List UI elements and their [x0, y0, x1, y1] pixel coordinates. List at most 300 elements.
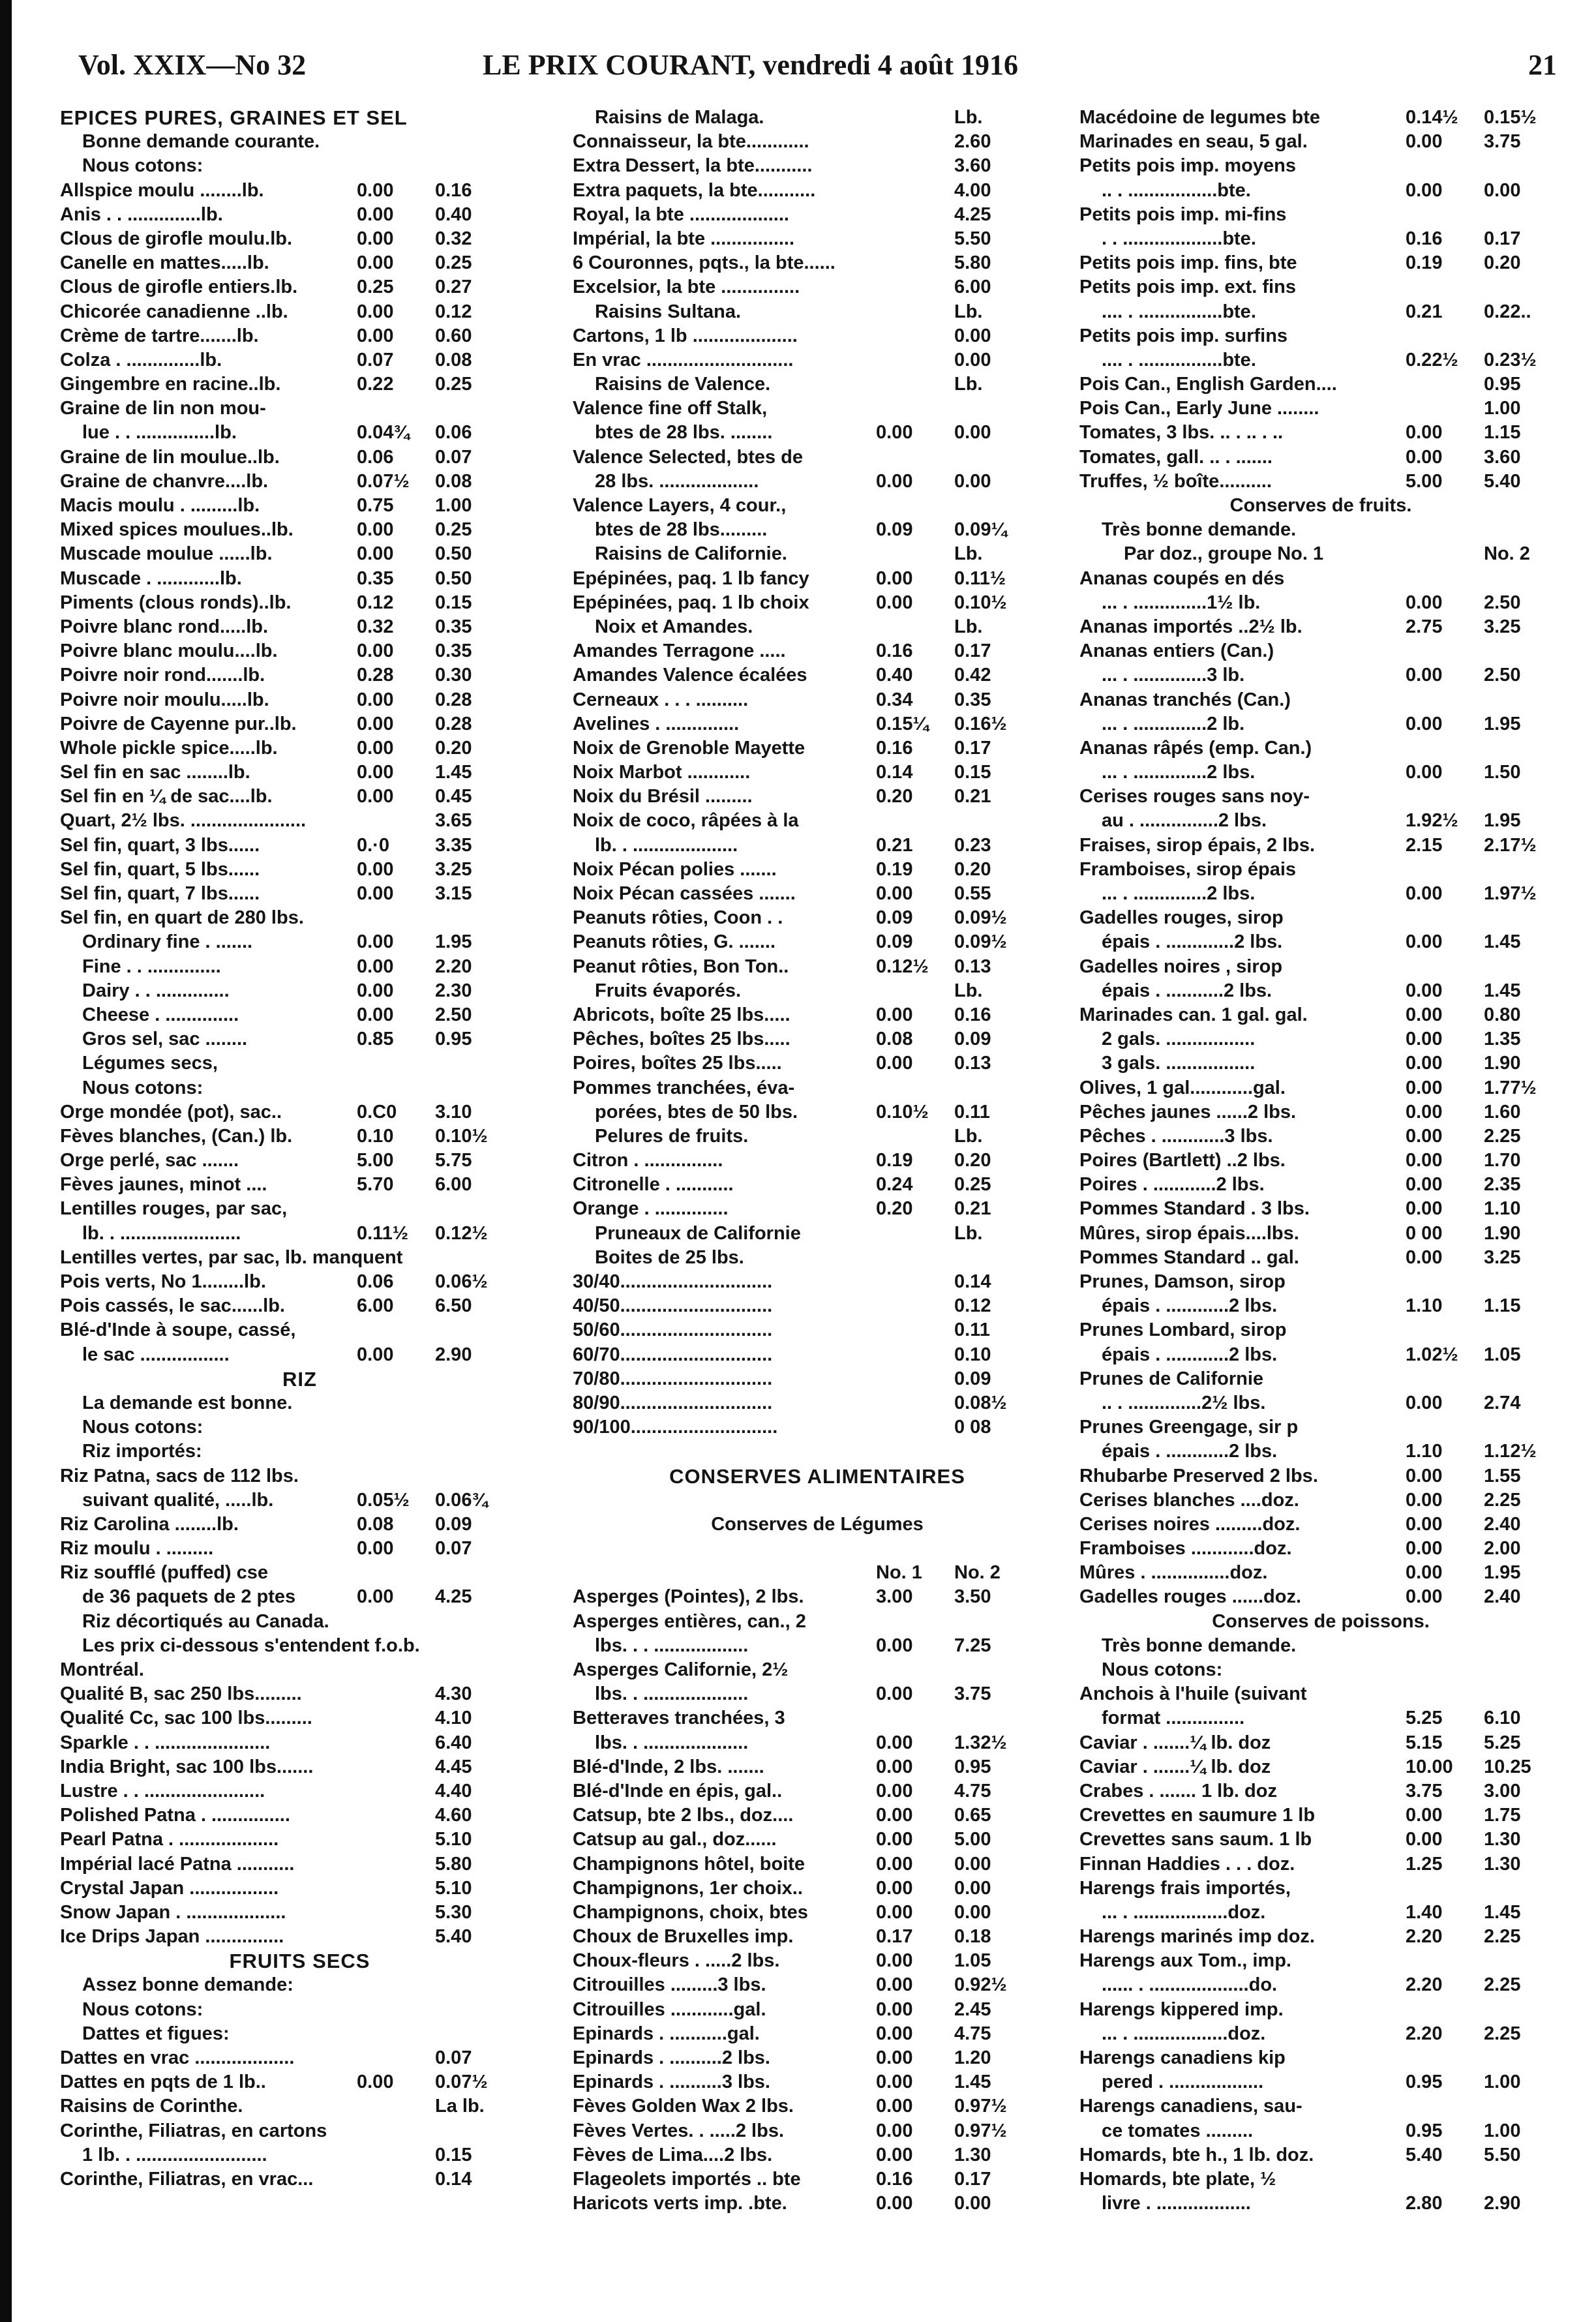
item-label: Sel fin, en quart de 280 lbs.: [60, 907, 304, 929]
item-label: Prunes Greengage, sir p: [1079, 1417, 1299, 1438]
price-line: [573, 1246, 1062, 1270]
item-label: 2 gals. .................: [1102, 1029, 1256, 1050]
price-low: 0.12: [357, 592, 394, 613]
price-high: 0.09¼: [954, 519, 1007, 541]
price-line: [1079, 348, 1562, 372]
price-line: [60, 2046, 539, 2070]
item-label: Pommes Standard . 3 lbs.: [1079, 1198, 1310, 1220]
item-label: Fèves Vertes. . .....2 lbs.: [573, 2120, 785, 2141]
price-line: [1079, 761, 1562, 785]
price-column-2: [573, 106, 1062, 2310]
item-label: Avelines . ..............: [573, 713, 740, 734]
price-line: [1079, 1246, 1562, 1270]
price-line: [60, 1100, 539, 1124]
item-label: Citrouilles ............gal.: [573, 1998, 766, 2020]
price-high: 3.00: [1484, 1780, 1521, 1802]
price-line: [1079, 1658, 1562, 1682]
item-label: .... . ................bte.: [1102, 301, 1256, 322]
price-high: 1.70: [1484, 1150, 1521, 1171]
item-label: Lustre . . .......................: [60, 1780, 265, 1802]
item-label: Marinades en seau, 5 gal.: [1079, 131, 1308, 153]
item-label: Les prix ci-dessous s'entendent f.o.b.: [82, 1635, 420, 1656]
item-label: Pois cassés, le sac......lb.: [60, 1295, 285, 1317]
price-line: [1079, 1124, 1562, 1149]
page-header: [78, 44, 1557, 86]
price-line: [60, 785, 539, 809]
price-high: 5.10: [435, 1829, 472, 1850]
price-line: [573, 736, 1062, 761]
price-low: 0.17: [876, 1926, 913, 1948]
item-label: 3 gals. .................: [1102, 1053, 1256, 1074]
item-label: Valence fine off Stalk,: [573, 398, 768, 419]
price-high: 0.15½: [1484, 107, 1537, 128]
price-low: 0.16: [876, 641, 913, 662]
item-label: ...... . ...................do.: [1102, 1974, 1278, 1996]
price-line: [573, 1561, 1062, 1585]
item-label: Chicorée canadienne ..lb.: [60, 301, 288, 322]
item-label: Rhubarbe Preserved 2 lbs.: [1079, 1465, 1318, 1486]
item-label: Finnan Haddies . . . doz.: [1079, 1853, 1295, 1875]
price-high: 0.32: [435, 228, 472, 249]
price-line: [1079, 1973, 1562, 1997]
price-line: [60, 688, 539, 712]
price-line: [60, 930, 539, 954]
item-label: Riz moulu . .........: [60, 1538, 214, 1560]
price-line: [60, 1610, 539, 1634]
price-line: [1079, 1343, 1562, 1367]
section-heading: [60, 1367, 539, 1391]
price-high: 0.21: [954, 1198, 991, 1220]
subsection-heading: [60, 1440, 539, 1464]
item-label: Crevettes sans saum. 1 lb: [1079, 1829, 1312, 1850]
price-high: Lb.: [954, 374, 983, 395]
item-label: Pommes Standard .. gal.: [1079, 1246, 1299, 1268]
item-label: Framboises, sirop épais: [1079, 858, 1297, 880]
item-label: Crème de tartre.......lb.: [60, 325, 259, 346]
item-label: Excelsior, la bte ...............: [573, 277, 800, 298]
subsection-heading: [573, 979, 1062, 1003]
price-line: [1079, 1488, 1562, 1513]
item-label: 1 lb. . .........................: [82, 2144, 267, 2165]
price-line: [60, 1561, 539, 1585]
price-line: [573, 324, 1062, 348]
price-high: 2.25: [1484, 2023, 1521, 2044]
item-label: épais . ...........2 lbs.: [1102, 980, 1272, 1001]
subsection-heading: [60, 2094, 539, 2118]
price-high: 2.25: [1484, 1125, 1521, 1147]
item-label: Sel fin en ¼ de sac....lb.: [60, 786, 273, 807]
price-line: [60, 809, 539, 833]
price-low: 0.00: [876, 1974, 913, 1996]
price-line: [1079, 470, 1562, 494]
item-label: de 36 paquets de 2 ptes: [82, 1586, 296, 1608]
item-label: Blé-d'Inde à soupe, cassé,: [60, 1319, 296, 1341]
price-line: [1079, 1149, 1562, 1173]
price-line: [573, 1197, 1062, 1221]
price-low: 0.20: [876, 786, 913, 807]
item-label: RIZ: [282, 1367, 317, 1391]
price-line: [60, 1197, 539, 1221]
price-high: 2.45: [954, 1998, 991, 2020]
price-line: [1079, 858, 1562, 882]
item-label: Cerises blanches ....doz.: [1079, 1489, 1299, 1511]
price-line: [60, 736, 539, 761]
price-line: [573, 1682, 1062, 1706]
price-low: 0.09: [876, 931, 913, 953]
price-low: 0.00: [1406, 1150, 1443, 1171]
price-low: 0.00: [1406, 131, 1443, 153]
price-line: [573, 1270, 1062, 1294]
price-line: [60, 882, 539, 906]
price-low: 0.00: [357, 252, 394, 274]
price-high: 1.95: [1484, 1562, 1521, 1584]
price-line: [60, 1634, 539, 1658]
price-high: Lb.: [954, 301, 983, 322]
price-high: 2.90: [435, 1344, 472, 1365]
price-low: 3.00: [876, 1586, 913, 1608]
subsection-heading: [573, 1124, 1062, 1149]
price-line: [1079, 1027, 1562, 1051]
price-high: 1.05: [1484, 1344, 1521, 1365]
price-low: 1.25: [1406, 1853, 1443, 1875]
item-label: Pois verts, No 1........lb.: [60, 1271, 266, 1292]
item-label: Extra paquets, la bte...........: [573, 179, 816, 201]
price-line: [1079, 445, 1562, 470]
price-high: 2.20: [435, 956, 472, 977]
item-label: Prunes de Californie: [1079, 1368, 1264, 1389]
price-low: 0.00: [876, 1805, 913, 1826]
item-label: Muscade moulue ......lb.: [60, 543, 273, 565]
item-label: ... . ..............1½ lb.: [1102, 592, 1261, 613]
item-label: La demande est bonne.: [82, 1392, 293, 1413]
item-label: Gadelles rouges ......doz.: [1079, 1586, 1302, 1608]
item-label: Champignons, choix, btes: [573, 1901, 808, 1923]
subsection-heading: [573, 542, 1062, 566]
price-line: [1079, 1803, 1562, 1828]
price-high: 0.13: [954, 1053, 991, 1074]
price-line: [1079, 518, 1562, 542]
price-high: 0.00: [954, 1853, 991, 1875]
price-low: 0.21: [1406, 301, 1443, 322]
price-low: No. 1: [876, 1562, 922, 1584]
price-high: 4.30: [435, 1683, 472, 1705]
price-high: 1.32½: [954, 1732, 1007, 1753]
subsection-heading: [573, 1222, 1062, 1246]
item-label: Raisins de Malaga.: [595, 107, 764, 128]
price-high: La lb.: [435, 2096, 485, 2117]
price-column-3: [1079, 106, 1562, 2310]
price-line: [60, 1343, 539, 1367]
item-label: Fèves de Lima....2 lbs.: [573, 2144, 773, 2165]
price-low: 0.24: [876, 1174, 913, 1196]
item-label: Harengs kippered imp.: [1079, 1998, 1284, 2020]
item-label: Amandes Terragone .....: [573, 641, 786, 662]
price-line: [573, 1100, 1062, 1124]
price-high: 5.50: [1484, 2144, 1521, 2165]
item-label: Ordinary fine . .......: [82, 931, 253, 953]
price-low: 5.70: [357, 1174, 394, 1196]
scan-edge: [0, 0, 12, 2322]
price-high: 5.10: [435, 1877, 472, 1899]
price-low: 2.20: [1406, 2023, 1443, 2044]
price-line: [60, 227, 539, 251]
price-high: 0.00: [954, 349, 991, 370]
item-label: Piments (clous ronds)..lb.: [60, 592, 292, 613]
item-label: Tomates, 3 lbs. .. . .. . ..: [1079, 422, 1284, 444]
price-line: [60, 1076, 539, 1100]
price-high: 2.00: [1484, 1538, 1521, 1560]
price-line: [573, 421, 1062, 445]
price-low: 0.06: [357, 1271, 394, 1292]
price-line: [573, 1294, 1062, 1318]
price-low: 0.10½: [876, 1101, 929, 1123]
price-line: [1079, 663, 1562, 687]
item-label: 80/90.............................: [573, 1392, 773, 1413]
item-label: India Bright, sac 100 lbs.......: [60, 1756, 314, 1777]
item-label: Flageolets importés .. bte: [573, 2168, 801, 2190]
price-line: [60, 542, 539, 566]
item-label: Qualité B, sac 250 lbs.........: [60, 1683, 302, 1705]
item-label: Lentilles vertes, par sac, lb. manquent: [60, 1246, 403, 1268]
price-low: 0.95: [1406, 2120, 1443, 2141]
price-high: 0.16½: [954, 713, 1007, 734]
price-high: 5.30: [435, 1901, 472, 1923]
item-label: Pêches, boîtes 25 lbs.....: [573, 1029, 790, 1050]
item-label: Graine de chanvre....lb.: [60, 470, 269, 492]
price-high: 0.15: [435, 2144, 472, 2165]
price-low: 2.15: [1406, 834, 1443, 856]
price-line: [573, 639, 1062, 663]
item-label: .. . .................bte.: [1102, 179, 1251, 201]
price-low: 0.00: [357, 179, 394, 201]
price-low: 0.00: [1406, 762, 1443, 783]
item-label: Prunes Lombard, sirop: [1079, 1319, 1287, 1341]
price-low: 0.00: [1406, 1489, 1443, 1511]
price-high: 0.16: [954, 1004, 991, 1025]
item-label: Canelle en mattes.....lb.: [60, 252, 269, 274]
price-low: 0.00: [876, 1853, 913, 1875]
item-label: Cerneaux . . . ..........: [573, 689, 749, 710]
price-low: 0.08: [357, 1513, 394, 1535]
price-high: 7.25: [954, 1635, 991, 1656]
price-high: 2.40: [1484, 1586, 1521, 1608]
section-heading: [60, 1949, 539, 1973]
price-high: 3.75: [954, 1683, 991, 1705]
price-low: 0.00: [876, 1780, 913, 1802]
price-low: 0.40: [876, 665, 913, 686]
price-line: [573, 1585, 1062, 1609]
price-line: [1079, 372, 1562, 397]
price-high: 2.25: [1484, 1926, 1521, 1948]
price-high: 0.16: [435, 179, 472, 201]
price-low: 0.00: [876, 2096, 913, 2117]
price-low: 0.21: [876, 834, 913, 856]
item-label: Dattes et figues:: [82, 2023, 230, 2044]
item-label: Orge perlé, sac .......: [60, 1150, 239, 1171]
price-low: 0.75: [357, 495, 394, 516]
price-line: [60, 761, 539, 785]
price-low: 0.19: [876, 858, 913, 880]
price-high: 0.00: [1484, 179, 1521, 201]
page-number: 21: [1528, 49, 1557, 81]
item-label: Citron . ...............: [573, 1150, 723, 1171]
price-line: [1079, 1222, 1562, 1246]
price-line: [1079, 2022, 1562, 2046]
price-line: [1079, 712, 1562, 736]
price-line: [1079, 736, 1562, 761]
price-low: 0.00: [1406, 1513, 1443, 1535]
price-high: 1.00: [1484, 2072, 1521, 2093]
price-low: 0.00: [1406, 980, 1443, 1001]
price-line: [1079, 1391, 1562, 1415]
price-line: [60, 567, 539, 591]
price-line: [1079, 227, 1562, 251]
item-label: Tomates, gall. .. . .......: [1079, 446, 1272, 468]
price-line: [1079, 567, 1562, 591]
item-label: Impérial lacé Patna ...........: [60, 1853, 295, 1875]
price-low: 0.34: [876, 689, 913, 710]
price-line: [1079, 1585, 1562, 1609]
price-high: 0.35: [435, 641, 472, 662]
price-high: 0.07: [435, 446, 472, 468]
item-label: Epépinées, paq. 1 lb choix: [573, 592, 809, 613]
item-label: Poivre noir rond.......lb.: [60, 665, 265, 686]
price-line: [573, 445, 1062, 470]
price-line: [60, 979, 539, 1003]
item-label: 60/70.............................: [573, 1344, 773, 1365]
price-high: 0.55: [954, 883, 991, 904]
price-line: [573, 1803, 1062, 1828]
price-line: [60, 1779, 539, 1803]
price-line: [1079, 1561, 1562, 1585]
price-high: 1.95: [1484, 713, 1521, 734]
price-line: [1079, 688, 1562, 712]
price-high: 2.30: [435, 980, 472, 1001]
price-high: 0.09½: [954, 907, 1007, 929]
price-high: 1.15: [1484, 1295, 1521, 1317]
price-line: [573, 2046, 1062, 2070]
price-high: 1.12½: [1484, 1441, 1537, 1462]
item-label: suivant qualité, .....lb.: [82, 1489, 274, 1511]
price-low: 0.00: [357, 931, 394, 953]
price-low: 1.10: [1406, 1295, 1443, 1317]
item-label: Fraises, sirop épais, 2 lbs.: [1079, 834, 1316, 856]
price-line: [573, 1925, 1062, 1949]
item-label: Pêches . ............3 lbs.: [1079, 1125, 1273, 1147]
item-label: Orange . ..............: [573, 1198, 729, 1220]
price-low: 1.02½: [1406, 1344, 1458, 1365]
price-low: 0.00: [876, 2047, 913, 2068]
price-high: 0.11: [954, 1101, 990, 1123]
item-label: Extra Dessert, la bte...........: [573, 155, 813, 177]
item-label: Graine de lin non mou-: [60, 398, 266, 419]
item-label: Nous cotons:: [82, 155, 203, 177]
subsection-heading: [1079, 1610, 1562, 1634]
price-line: [1079, 1513, 1562, 1537]
price-low: 0.00: [357, 543, 394, 565]
item-label: Mûres, sirop épais....lbs.: [1079, 1222, 1299, 1244]
price-high: Lb.: [954, 543, 983, 565]
item-label: Pois Can., English Garden....: [1079, 374, 1337, 395]
item-label: Ananas coupés en dés: [1079, 567, 1285, 589]
price-low: 0.06: [357, 446, 394, 468]
item-label: Fèves blanches, (Can.) lb.: [60, 1125, 293, 1147]
price-line: [1079, 930, 1562, 954]
price-low: 5.00: [1406, 470, 1443, 492]
item-label: Harengs aux Tom., imp.: [1079, 1950, 1291, 1972]
item-label: Dairy . . ..............: [82, 980, 230, 1001]
price-low: 0.00: [876, 883, 913, 904]
price-line: [60, 1513, 539, 1537]
item-label: Peanuts rôties, G. .......: [573, 931, 776, 953]
price-low: 0.00: [876, 1829, 913, 1850]
item-label: Sel fin en sac ........lb.: [60, 762, 250, 783]
price-line: [60, 1731, 539, 1755]
price-high: 0.60: [435, 325, 472, 346]
item-label: Fèves jaunes, minot ....: [60, 1174, 267, 1196]
item-label: 90/100............................: [573, 1417, 778, 1438]
section-heading: [60, 106, 539, 130]
price-high: 1.00: [435, 495, 472, 516]
item-label: Cartons, 1 lb ....................: [573, 325, 798, 346]
price-low: 0.00: [1406, 1077, 1443, 1098]
price-low: 0.00: [1406, 1392, 1443, 1413]
price-low: 2.20: [1406, 1974, 1443, 1996]
price-line: [573, 1003, 1062, 1027]
price-line: [60, 1682, 539, 1706]
price-line: [1079, 1415, 1562, 1440]
item-label: Choux de Bruxelles imp.: [573, 1926, 794, 1948]
price-line: [60, 858, 539, 882]
price-line: [60, 1877, 539, 1901]
price-low: 0.00: [876, 2072, 913, 2093]
price-high: 1.10: [1484, 1198, 1521, 1220]
price-high: 5.25: [1484, 1732, 1521, 1753]
price-line: [60, 615, 539, 639]
item-label: Riz soufflé (puffed) cse: [60, 1562, 269, 1584]
price-low: 0.00: [1406, 179, 1443, 201]
price-high: Lb.: [954, 616, 983, 637]
price-low: 0.00: [357, 858, 394, 880]
item-label: Sel fin, quart, 5 lbs......: [60, 858, 260, 880]
item-label: le sac .................: [82, 1344, 230, 1365]
price-line: [60, 1585, 539, 1609]
price-high: 0.45: [435, 786, 472, 807]
item-label: Riz Patna, sacs de 112 lbs.: [60, 1465, 299, 1486]
item-label: lb. . ....................: [595, 834, 738, 856]
price-low: 0.22½: [1406, 349, 1458, 370]
price-line: [1079, 2192, 1562, 2216]
price-line: [573, 955, 1062, 979]
price-high: 0.18: [954, 1926, 991, 1948]
price-low: 0.00: [1406, 1174, 1443, 1196]
price-low: 0.00: [1406, 1805, 1443, 1826]
price-low: 5.00: [357, 1150, 394, 1171]
price-line: [1079, 1270, 1562, 1294]
item-label: En vrac ............................: [573, 349, 794, 370]
price-high: 1.90: [1484, 1222, 1521, 1244]
price-high: 1.50: [1484, 762, 1521, 783]
item-label: Epépinées, paq. 1 lb fancy: [573, 567, 809, 589]
price-high: 0.09: [954, 1029, 991, 1050]
item-label: Conserves de fruits.: [1229, 495, 1412, 516]
price-high: 3.25: [1484, 1246, 1521, 1268]
item-label: ... . ..............2 lbs.: [1102, 762, 1256, 783]
price-high: 0.23½: [1484, 349, 1537, 370]
subsection-heading: [573, 106, 1062, 130]
price-line: [1079, 1003, 1562, 1027]
price-line: [573, 1755, 1062, 1779]
